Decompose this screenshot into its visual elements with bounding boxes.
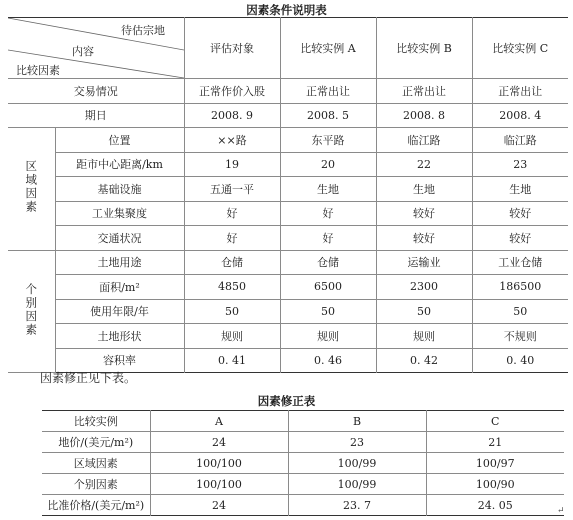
row-label: 使用年限/年 — [55, 299, 184, 324]
cell-b: 100/99 — [288, 474, 426, 495]
row-label: 基础设施 — [55, 177, 184, 202]
cell-a: 东平路 — [280, 128, 376, 153]
table-row — [8, 79, 568, 104]
table-row — [8, 177, 568, 202]
diag-label-subject: 待估宗地 — [121, 24, 165, 37]
cell-c: 100/90 — [426, 474, 564, 495]
cell-subject: 19 — [184, 152, 280, 177]
cell-b: 23. 7 — [288, 495, 426, 516]
cell-b: 较好 — [376, 226, 472, 251]
row-label: 交易情况 — [8, 79, 184, 104]
cell-a: 24 — [150, 432, 288, 453]
group-regional-label — [8, 128, 55, 251]
table-row — [8, 128, 568, 153]
table-row — [42, 432, 564, 453]
row-label: 土地用途 — [55, 250, 184, 275]
table1-header-row — [8, 18, 568, 79]
table-row — [8, 226, 568, 251]
cell-c: 23 — [472, 152, 568, 177]
cell-b: 0. 42 — [376, 348, 472, 373]
diag-label-content: 内容 — [72, 45, 94, 58]
cell-c: 不规则 — [472, 324, 568, 349]
cell-subject: 2008. 9 — [184, 103, 280, 128]
cell-b: 2008. 8 — [376, 103, 472, 128]
cell-subject: 正常作价入股 — [184, 79, 280, 104]
cell-b: 22 — [376, 152, 472, 177]
row-label: 距市中心距离/km — [55, 152, 184, 177]
cell-a: 100/100 — [150, 474, 288, 495]
table-row — [8, 152, 568, 177]
cell-c: 24. 05 — [426, 495, 564, 516]
group-individual-text: 个别因素 — [24, 282, 39, 337]
cell-c: 100/97 — [426, 453, 564, 474]
factor-correction-table — [42, 410, 564, 516]
cell-b: 100/99 — [288, 453, 426, 474]
factor-conditions-table — [8, 17, 568, 373]
table-row — [8, 103, 568, 128]
diag-label-factors: 比较因素 — [16, 64, 60, 77]
cell-c: 50 — [472, 299, 568, 324]
row-label: 地价/(美元/m²) — [42, 432, 150, 453]
header-case-c: 比较实例 C — [472, 18, 568, 79]
cell-b: 临江路 — [376, 128, 472, 153]
cell-c: 21 — [426, 432, 564, 453]
cell-b: 规则 — [376, 324, 472, 349]
header-c: C — [426, 411, 564, 432]
cell-a: 100/100 — [150, 453, 288, 474]
cell-a: 20 — [280, 152, 376, 177]
row-label: 个别因素 — [42, 474, 150, 495]
table-row — [8, 201, 568, 226]
row-label: 土地形状 — [55, 324, 184, 349]
header-a: A — [150, 411, 288, 432]
table-row — [42, 474, 564, 495]
diagonal-header-cell — [8, 18, 184, 79]
group-regional-text: 区域因素 — [24, 160, 39, 215]
cell-b: 生地 — [376, 177, 472, 202]
cell-subject: 仓储 — [184, 250, 280, 275]
cell-a: 2008. 5 — [280, 103, 376, 128]
header-b: B — [288, 411, 426, 432]
row-label: 容积率 — [55, 348, 184, 373]
cell-a: 50 — [280, 299, 376, 324]
cell-c: 0. 40 — [472, 348, 568, 373]
cell-subject: 50 — [184, 299, 280, 324]
header-case-b: 比较实例 B — [376, 18, 472, 79]
cell-a: 6500 — [280, 275, 376, 300]
row-label: 面积/m² — [55, 275, 184, 300]
cell-b: 23 — [288, 432, 426, 453]
cell-a: 规则 — [280, 324, 376, 349]
table-row — [42, 453, 564, 474]
cell-c: 186500 — [472, 275, 568, 300]
cell-c: 工业仓储 — [472, 250, 568, 275]
cell-c: 较好 — [472, 201, 568, 226]
group-individual-label — [8, 250, 55, 373]
cell-b: 50 — [376, 299, 472, 324]
cell-a: 好 — [280, 201, 376, 226]
table1-title: 因素条件说明表 — [246, 3, 327, 17]
row-label: 工业集聚度 — [55, 201, 184, 226]
paragraph-return-mark: ↵ — [557, 506, 565, 516]
cell-a: 生地 — [280, 177, 376, 202]
cell-a: 正常出让 — [280, 79, 376, 104]
cell-b: 正常出让 — [376, 79, 472, 104]
row-label: 期日 — [8, 103, 184, 128]
cell-a: 0. 46 — [280, 348, 376, 373]
header-case-a: 比较实例 A — [280, 18, 376, 79]
cell-subject: 4850 — [184, 275, 280, 300]
cell-subject: 好 — [184, 201, 280, 226]
cell-subject: 好 — [184, 226, 280, 251]
cell-subject: 规则 — [184, 324, 280, 349]
cell-subject: 五通一平 — [184, 177, 280, 202]
cell-a: 仓储 — [280, 250, 376, 275]
table-row — [8, 299, 568, 324]
cell-b: 运输业 — [376, 250, 472, 275]
row-label: 交通状况 — [55, 226, 184, 251]
cell-a: 好 — [280, 226, 376, 251]
cell-a: 24 — [150, 495, 288, 516]
table2-header-row — [42, 411, 564, 432]
cell-c: 生地 — [472, 177, 568, 202]
intro-text: 因素修正见下表。 — [40, 371, 137, 385]
header-label: 比较实例 — [42, 411, 150, 432]
table2-title: 因素修正表 — [257, 394, 316, 408]
cell-c: 临江路 — [472, 128, 568, 153]
cell-subject: 0. 41 — [184, 348, 280, 373]
row-label: 位置 — [55, 128, 184, 153]
table-row — [42, 495, 564, 516]
table-row — [8, 324, 568, 349]
cell-c: 2008. 4 — [472, 103, 568, 128]
table-row — [8, 275, 568, 300]
cell-subject: ××路 — [184, 128, 280, 153]
row-label: 区域因素 — [42, 453, 150, 474]
row-label: 比准价格/(美元/m²) — [42, 495, 150, 516]
cell-c: 较好 — [472, 226, 568, 251]
cell-b: 2300 — [376, 275, 472, 300]
cell-b: 较好 — [376, 201, 472, 226]
cell-c: 正常出让 — [472, 79, 568, 104]
table-row — [8, 250, 568, 275]
header-subject: 评估对象 — [184, 18, 280, 79]
